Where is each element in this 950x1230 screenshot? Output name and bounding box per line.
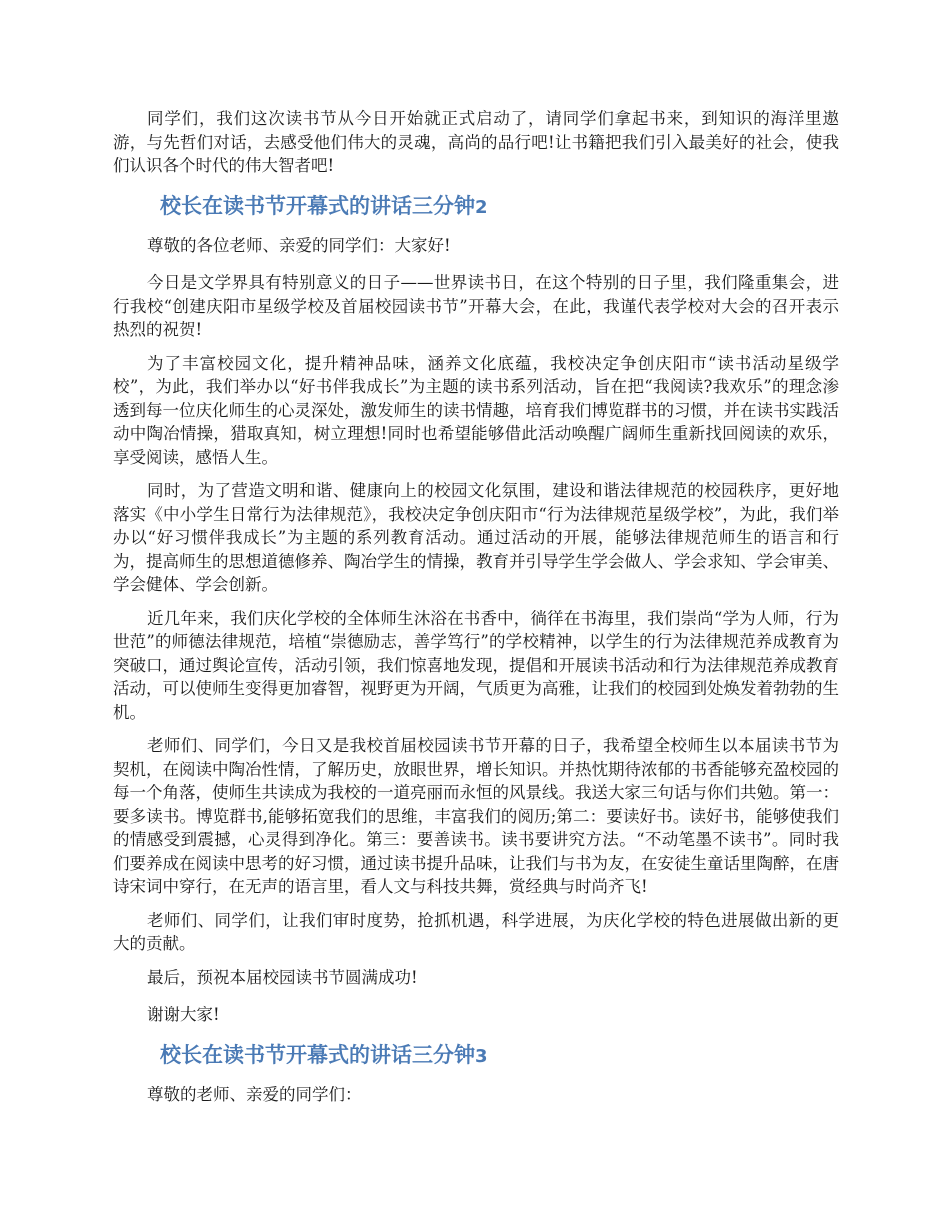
intro-paragraph: 同学们，我们这次读书节从今日开始就正式启动了，请同学们拿起书来，到知识的海洋里遨游，与先哲们对话，去感受他们伟大的灵魂，高尚的品行吧!让书籍把我们引入最美好的社会，使我们认识各个时代的伟大智者吧! [113, 109, 839, 175]
section-3-greeting: 尊敬的老师、亲爱的同学们： [147, 1084, 362, 1104]
section-2-heading [160, 192, 839, 222]
section-2-paragraph: 同时，为了营造文明和谐、健康向上的校园文化氛围，建设和谐法律规范的校园秩序，更好地落实《中小学生日常行为法律规范》，我校决定争创庆阳市“行为法律规范星级学校”，为此，我们举办以“好习惯伴我成长”为主题的系列教育活动。通过活动的开展，能够法律规范师生的语言和行为，提高师生的思想道德修养、陶冶学生的情操，教育并引导学生学会做人、学会求知、学会审美、学会健体、学会创新。 [113, 481, 839, 594]
section-2-number: 2 [475, 196, 488, 218]
section-2-paragraph: 今日是文学界具有特别意义的日子——世界读书日，在这个特别的日子里，我们隆重集会，进行我校“创建庆阳市星级学校及首届校园读书节”开幕大会，在此，我谨代表学校对大会的召开表示热烈的祝贺! [113, 273, 839, 339]
section-3-title: 校长在读书节开幕式的讲话三分钟 [160, 1042, 475, 1067]
section-2-paragraph: 老师们、同学们，让我们审时度势，抢抓机遇，科学进展，为庆化学校的特色进展做出新的更大的贡献。 [113, 910, 839, 953]
section-2-closing-wish: 最后，预祝本届校园读书节圆满成功! [147, 967, 418, 987]
section-2-paragraph: 老师们、同学们，今日又是我校首届校园读书节开幕的日子，我希望全校师生以本届读书节为契机，在阅读中陶冶性情，了解历史，放眼世界，增长知识。并热忱期待浓郁的书香能够充盈校园的每一个角落，使师生共读成为我校的一道亮丽而永恒的风景线。我送大家三句话与你们共勉。第一：要多读书。博览群书,能够拓宽我们的思维，丰富我们的阅历;第二：要读好书。读好书，能够使我们的情感受到震撼，心灵得到净化。第三：要善读书。读书要讲究方法。“不动笔墨不读书”。同时我们要养成在阅读中思考的好习惯，通过读书提升品味，让我们与书为友，在安徒生童话里陶醉，在唐诗宋词中穿行，在无声的语言里，看人文与科技共舞，赏经典与时尚齐飞! [113, 736, 839, 896]
section-3-number: 3 [475, 1045, 488, 1067]
section-2-paragraph: 为了丰富校园文化，提升精神品味，涵养文化底蕴，我校决定争创庆阳市“读书活动星级学校”，为此，我们举办以“好书伴我成长”为主题的读书系列活动，旨在把“我阅读?我欢乐”的理念渗透到每一位庆化师生的心灵深处，激发师生的读书情趣，培育我们博览群书的习惯，并在读书实践活动中陶冶情操，猎取真知，树立理想!同时也希望能够借此活动唤醒广阔师生重新找回阅读的欢乐，享受阅读，感悟人生。 [113, 353, 839, 467]
section-2-thanks: 谢谢大家! [147, 1005, 220, 1024]
section-2-paragraph: 近几年来，我们庆化学校的全体师生沐浴在书香中，徜徉在书海里，我们崇尚“学为人师，行为世范”的师德法律规范，培植“崇德励志，善学笃行”的学校精神，以学生的行为法律规范养成教育为突破口，通过舆论宣传，活动引领，我们惊喜地发现，提倡和开展读书活动和行为法律规范养成教育活动，可以使师生变得更加睿智，视野更为开阔，气质更为高雅，让我们的校园到处焕发着勃勃的生机。 [113, 608, 839, 722]
section-3-heading [160, 1041, 839, 1071]
document-page [113, 107, 839, 1116]
section-2-greeting: 尊敬的各位老师、亲爱的同学们：大家好! [147, 235, 451, 255]
section-2-title: 校长在读书节开幕式的讲话三分钟 [160, 193, 475, 218]
